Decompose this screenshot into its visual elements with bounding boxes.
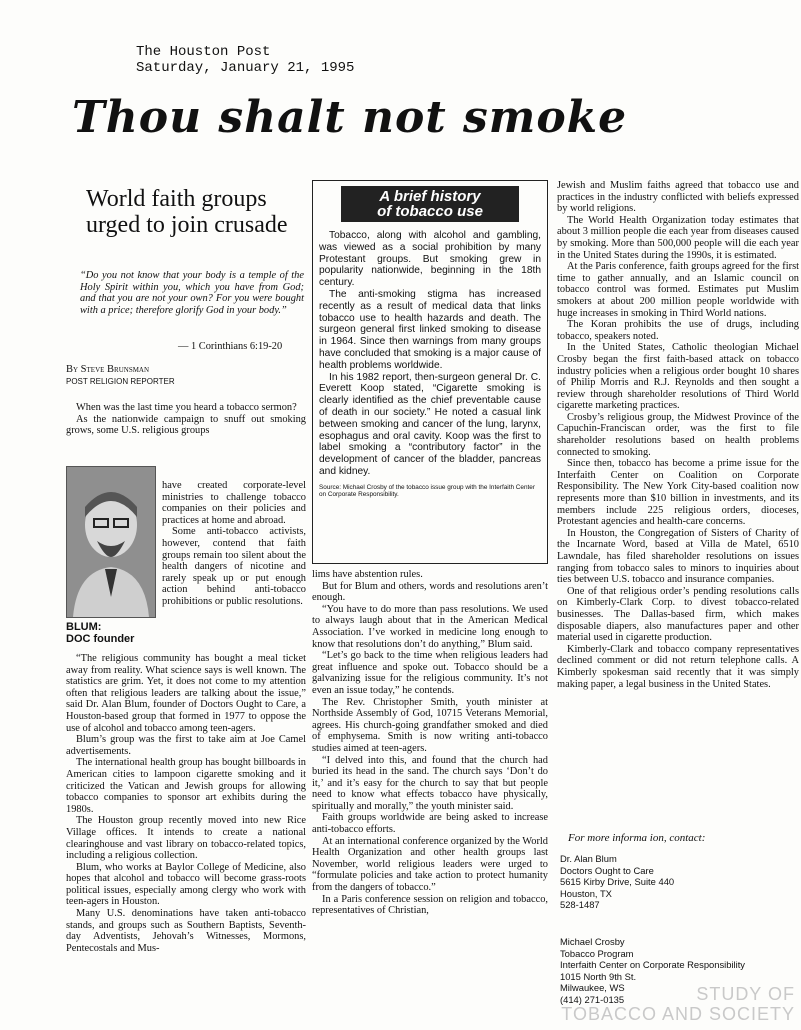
- history-sidebar: [312, 180, 548, 564]
- photo-caption-title: DOC founder: [66, 633, 135, 645]
- paragraph: One of that religious order’s pending resolutions calls on Kimberly-Clark Corp. to divest tobacco-related businesses. The Dallas-based firm, which makes disposable diapers, also manufactures paper and other material used in cigarette production.: [557, 585, 799, 644]
- contact-line: 5615 Kirby Drive, Suite 440: [560, 876, 675, 888]
- paragraph: “Let’s go back to the time when religious leaders had great influence and spoke out. Tobacco should be a galvanizing issue for the religious community. It’s not even an issue today,” he contends.: [312, 650, 548, 696]
- contact-line: Michael Crosby: [560, 936, 625, 947]
- column-1-lead: [66, 402, 306, 437]
- paragraph: In his 1982 report, then-surgeon general Dr. C. Everett Koop stated, “Cigarette smoking is clearly identified as the chief preventable cause of death in our society.” He noted a casual link between smoking and cancer of the lung, larynx, esophagus and oral cavity. Koop was the first to label smoking a “contributory factor” in the development of cancer of the bladder, pancreas and kidney.: [319, 371, 541, 477]
- byline-name: By Steve Brunsman: [66, 364, 150, 375]
- paragraph: Tobacco, along with alcohol and gambling, was viewed as a social prohibition by many Protestant groups. But smoking grew in popularity nationwide, beginning in the 18th century.: [319, 230, 541, 289]
- paragraph: Many U.S. denominations have taken anti-tobacco stands, and groups such as Southern Baptists, Seventh-day Adventists, Jehovah’s Witnesses, Mormons, Pentecostals and Mus-: [66, 908, 306, 954]
- sidebar-title-line: of tobacco use: [377, 203, 483, 220]
- portrait-image: [67, 467, 155, 617]
- sidebar-title: [341, 186, 519, 222]
- headline: Thou shalt not smoke: [72, 92, 628, 143]
- epigraph-quote: “Do you not know that your body is a temple of the Holy Spirit within you, which you have from God; and that you are not your own? For you were bought with a price; therefore glorify God in your body.”: [80, 270, 304, 316]
- paragraph: “I delved into this, and found that the church had buried its head in the sand. The church says ‘Don’t do it,’ and it’s easy for the church to say that but people need to know what effects tobacco have physically, spiritually and morally,” the youth minister said.: [312, 754, 548, 812]
- column-1-body: [66, 653, 306, 954]
- paragraph: Some anti-tobacco activists, however, contend that faith groups remain too silent about the health dangers of nicotine and rarely speak up or put enough action behind anti-tobacco prohibitions or public resolutions.: [162, 526, 306, 607]
- paragraph: The Houston group recently moved into new Rice Village offices. It intends to create a national clearinghouse and vast library on tobacco-related topics, including a religious collection.: [66, 815, 306, 862]
- contact-line: Dr. Alan Blum: [560, 853, 617, 864]
- publication-date: Saturday, January 21, 1995: [136, 60, 355, 76]
- paragraph: have created corporate-level ministries to challenge tobacco companies on their policies and practices at home and abroad.: [162, 480, 306, 526]
- paragraph: As the nationwide campaign to snuff out smoking grows, some U.S. religious groups: [66, 413, 306, 437]
- watermark-line: TOBACCO AND SOCIETY: [561, 1004, 795, 1024]
- contact-line: 528-1487: [560, 899, 600, 911]
- paragraph: But for Blum and others, words and resolutions aren’t enough.: [312, 580, 548, 604]
- paragraph: Since then, tobacco has become a prime issue for the Interfaith Center on Coalition on Corporate Responsibility. The New York City-based coalition now represents more than $10 billion in investments, and its members include 225 religious orders, dioceses, Protestant agencies and health-care concerns.: [557, 458, 799, 528]
- paragraph: “The religious community has bought a meal ticket away from reality. What science says is well known. The statistics are grim. Yet, it does not come to my attention often that religious leaders are talking about the issue,” said Dr. Alan Blum, founder of Doctors Ought to Care, a Houston-based group that formed in 1977 to oppose the use of alcohol and tobacco among teen-agers.: [66, 653, 306, 734]
- byline-title: POST RELIGION REPORTER: [66, 377, 175, 386]
- paragraph: Blum, who works at Baylor College of Medicine, also hopes that alcohol and tobacco will become grass-roots political issues, especially among clergy who work with teen-agers in Houston.: [66, 861, 306, 908]
- author-photo: [66, 466, 156, 618]
- paragraph: The anti-smoking stigma has increased recently as a result of medical data that links tobacco use to health hazards and death. The surgeon general first linked smoking to disease in 1964. Since then warnings from many groups have concluded that smoking is a major cause of health problems worldwide.: [319, 288, 541, 371]
- photo-caption-name: BLUM:: [66, 621, 102, 633]
- contact-line: Houston, TX: [560, 887, 612, 899]
- paragraph: “You have to do more than pass resolutions. We used to always laugh about that in the American Medical Association. I’ve worked in medicine long enough to know that resolutions don’t do anything,” Blum said.: [312, 603, 548, 650]
- watermark-line: STUDY OF: [696, 984, 795, 1004]
- paragraph: The international health group has bought billboards in American cities to lampoon cigarette smoking and it criticized the Vatican and Jewish groups for allowing tobacco companies to sponsor art exhibits during the 1980s.: [66, 757, 306, 815]
- contact-line: Interfaith Center on Corporate Responsibility: [560, 959, 745, 971]
- paragraph: lims have abstention rules.: [312, 569, 423, 580]
- contact-block-blum: [560, 853, 674, 911]
- column-1-wrap: [162, 480, 306, 608]
- sidebar-body: [319, 230, 541, 478]
- contact-line: Tobacco Program: [560, 947, 634, 959]
- paragraph: The Koran prohibits the use of drugs, including tobacco, speakers noted.: [557, 319, 799, 342]
- paragraph: The Rev. Christopher Smith, youth minister at Northside Assembly of God, 10715 Veterans Memorial, agrees. His church-going grandfather smoked and died of emphysema. Smith is now writing anti-tobacco studies aimed at teen-agers.: [312, 696, 548, 754]
- contact-line: Doctors Ought to Care: [560, 864, 654, 876]
- paragraph: Blum’s group was the first to take aim at Joe Camel advertisements.: [66, 734, 306, 757]
- paragraph: The World Health Organization today estimates that about 3 million people die each year from diseases caused by smoking. More than 500,000 people will die each year in the United States during the 1990s, it is estimated.: [557, 214, 799, 261]
- paragraph: Faith groups worldwide are being asked to increase anti-tobacco efforts.: [312, 812, 548, 836]
- paragraph: At the Paris conference, faith groups agreed for the first time to gather annually, and an Islamic council on tobacco control was formed. Estimates put Muslim smokers at about 200 million people worldwide with huge increases in smoking in Third World nations.: [557, 261, 799, 319]
- paragraph: Crosby’s religious group, the Midwest Province of the Capuchin-Franciscan order, was the first to file shareholder resolutions based on health problems connected to smoking.: [557, 411, 799, 458]
- sidebar-source: Source: Michael Crosby of the tobacco issue group with the Interfaith Center on Corporate Responsibility.: [319, 483, 535, 499]
- paragraph: Jewish and Muslim faiths agreed that tobacco use and practices in the industry conflicted with beliefs expressed by world religions.: [557, 180, 799, 215]
- subheadline: World faith groups urged to join crusade: [86, 186, 288, 238]
- column-3-body: [557, 180, 799, 690]
- contact-line: 1015 North 9th St.: [560, 970, 637, 982]
- archive-watermark: [561, 984, 795, 1024]
- sidebar-title-line: A brief history: [379, 188, 481, 205]
- paragraph: In the United States, Catholic theologian Michael Crosby began the first faith-based attack on tobacco industry policies when a religious order bought 10 shares of Philip Morris and R.J. Reynolds and then sought a review through shareholder resolutions of Third World cigarette marketing practices.: [557, 342, 799, 412]
- contact-heading: For more informa ion, contact:: [568, 832, 706, 844]
- newspaper-name: The Houston Post: [136, 44, 271, 60]
- paragraph: Kimberly-Clark and tobacco company representatives declined comment or did not return telephone calls. A Kimberly spokesman said recently that it was simply making paper, a legal business in the United States.: [557, 643, 799, 690]
- contact-line: (414) 271-0135: [560, 993, 625, 1005]
- paragraph: In Houston, the Congregation of Sisters of Charity of the Incarnate Word, based at Villa de Matel, 6510 Lawndale, has filed shareholder resolutions on issues ranging from tobacco sales to minors to inquiries about ties between U.S. tobacco and insurance companies.: [557, 527, 799, 586]
- contact-line: Milwaukee, WS: [560, 982, 625, 994]
- paragraph: In a Paris conference session on religion and tobacco, representatives of Christian,: [312, 893, 548, 917]
- epigraph-citation: — 1 Corinthians 6:19-20: [178, 341, 283, 352]
- column-2-body: [312, 569, 548, 917]
- paragraph: When was the last time you heard a tobacco sermon?: [76, 402, 297, 413]
- paragraph: At an international conference organized by the World Health Organization and other health groups last November, world religious leaders were urged to “formulate policies and take action to protect humanity from the dangers of tobacco.”: [312, 835, 548, 894]
